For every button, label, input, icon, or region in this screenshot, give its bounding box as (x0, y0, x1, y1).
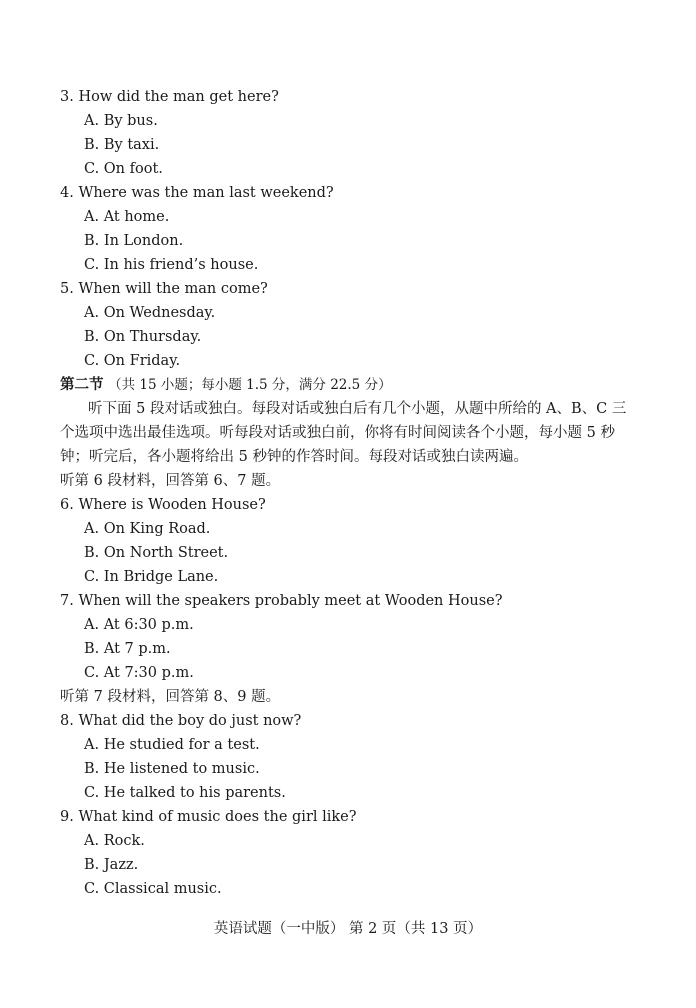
question-5: 5. When will the man come? (60, 281, 268, 297)
material-7-heading: 听第 7 段材料，回答第 8、9 题。 (60, 689, 281, 705)
section-title: 第二节 (60, 376, 104, 393)
question-4: 4. Where was the man last weekend? (60, 185, 334, 201)
question-3: 3. How did the man get here? (60, 89, 279, 105)
q5-option-c: C. On Friday. (84, 353, 181, 369)
question-9: 9. What kind of music does the girl like? (60, 809, 357, 825)
q9-option-a: A. Rock. (84, 833, 145, 849)
q8-option-c: C. He talked to his parents. (84, 785, 286, 801)
q6-option-a: A. On King Road. (84, 521, 211, 537)
q9-option-c: C. Classical music. (84, 881, 222, 897)
instructions-line-2: 个选项中选出最佳选项。听每段对话或独白前，你将有时间阅读各个小题，每小题 5 秒 (60, 425, 615, 441)
question-7: 7. When will the speakers probably meet at Wooden House? (60, 593, 503, 609)
section-heading (60, 376, 392, 394)
instructions-line-3: 钟；听完后，各小题将给出 5 秒钟的作答时间。每段对话或独白读两遍。 (60, 449, 528, 465)
q7-option-b: B. At 7 p.m. (84, 641, 171, 657)
question-6: 6. Where is Wooden House? (60, 497, 266, 513)
q4-option-a: A. At home. (84, 209, 170, 225)
q4-option-b: B. In London. (84, 233, 184, 249)
q3-option-c: C. On foot. (84, 161, 163, 177)
q9-option-b: B. Jazz. (84, 857, 139, 873)
instructions-line-1: 听下面 5 段对话或独白。每段对话或独白后有几个小题，从题中所给的 A、B、C 三 (88, 401, 627, 417)
page-footer: 英语试题（一中版） 第 2 页（共 13 页） (213, 921, 483, 937)
q3-option-b: B. By taxi. (84, 137, 160, 153)
q4-option-c: C. In his friend’s house. (84, 257, 259, 273)
material-6-heading: 听第 6 段材料，回答第 6、7 题。 (60, 473, 281, 489)
q8-option-a: A. He studied for a test. (84, 737, 260, 753)
section-scoring-note: （共 15 小题；每小题 1.5 分，满分 22.5 分） (108, 377, 392, 393)
q7-option-a: A. At 6:30 p.m. (84, 617, 194, 633)
q6-option-b: B. On North Street. (84, 545, 229, 561)
q6-option-c: C. In Bridge Lane. (84, 569, 219, 585)
q5-option-b: B. On Thursday. (84, 329, 202, 345)
q3-option-a: A. By bus. (84, 113, 158, 129)
question-8: 8. What did the boy do just now? (60, 713, 302, 729)
q7-option-c: C. At 7:30 p.m. (84, 665, 194, 681)
q8-option-b: B. He listened to music. (84, 761, 260, 777)
q5-option-a: A. On Wednesday. (84, 305, 216, 321)
